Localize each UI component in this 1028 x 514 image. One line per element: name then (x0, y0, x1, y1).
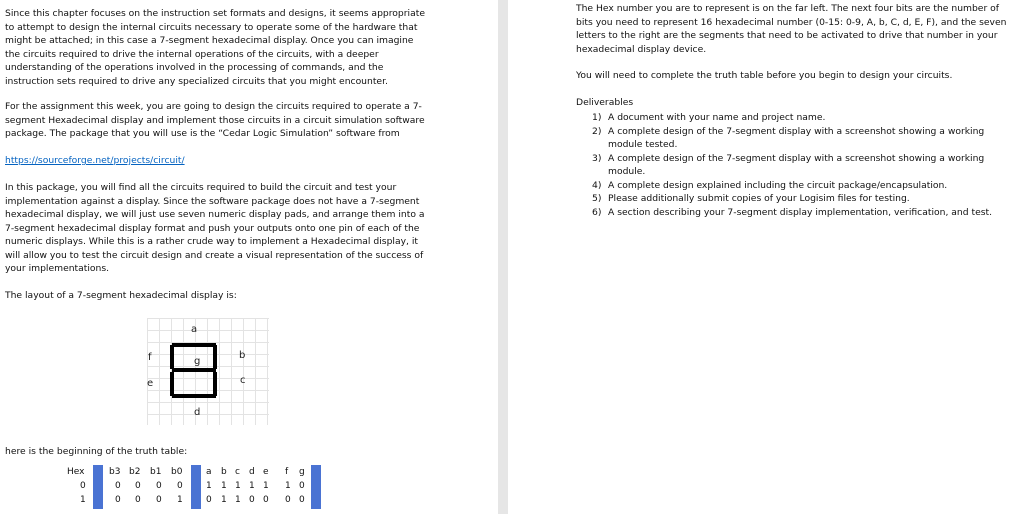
list-item: 5) Please additionally submit copies of your Logisim files for testing. (592, 193, 910, 204)
segment-e (170, 372, 174, 396)
table-cell: 1 (263, 481, 269, 491)
segment-c (213, 372, 217, 396)
intro-paragraph: Since this chapter focuses on the instruction set formats and designs, it seems appropriate to attempt to design the internal circuits necessary to operate some of the hardware that might be attached; in this case a 7-segment hexadecimal display. Once you can imagine the circuits required to drive the internal operations of the circuits, with a deeper understanding of the operations involved in the processing of commands, and the instruction sets required to drive any specialized circuits that you might encounter. (5, 8, 425, 87)
list-item: 1) A document with your name and project name. (592, 112, 826, 123)
sourceforge-link[interactable]: https://sourceforge.net/projects/circuit/ (5, 155, 185, 166)
segment-label-d: d (194, 407, 201, 418)
table-cell: 1 (249, 481, 255, 491)
table-cell: 1 (235, 481, 241, 491)
th-e: e (263, 467, 269, 477)
table-cell: 0 (299, 495, 305, 505)
th-f: f (285, 467, 289, 477)
table-cell: 0 (115, 481, 121, 491)
segment-label-g: g (194, 356, 201, 367)
table-cell: 0 (156, 495, 162, 505)
segment-label-b: b (239, 350, 246, 361)
table-cell: 1 (221, 481, 227, 491)
truth-table-instruction: You will need to complete the truth table before you begin to design your circuits. (576, 70, 953, 81)
list-item: 6) A section describing your 7-segment display implementation, verification, and test. (592, 206, 993, 218)
table-cell: 1 (80, 495, 86, 505)
th-b1: b1 (150, 467, 162, 477)
table-cell: 0 (285, 495, 291, 505)
table-cell: 0 (115, 495, 121, 505)
table-cell: 1 (206, 481, 212, 491)
table-cell: 0 (263, 495, 269, 505)
layout-caption: The layout of a 7-segment hexadecimal display is: (5, 290, 237, 301)
seven-segment-figure (147, 318, 269, 425)
th-c: c (235, 467, 240, 477)
table-cell: 1 (235, 495, 241, 505)
document-page-right (508, 0, 1028, 514)
segment-b (213, 345, 217, 369)
deliverables-heading: Deliverables (576, 97, 634, 108)
truth-table-caption: here is the beginning of the truth table: (5, 446, 188, 457)
table-cell: 0 (80, 481, 86, 491)
th-d: d (249, 467, 255, 477)
segment-a (172, 343, 216, 347)
page-gap (498, 0, 508, 514)
segment-label-e: e (147, 378, 154, 389)
table-cell: 0 (135, 495, 141, 505)
assignment-paragraph: For the assignment this week, you are going to design the circuits required to operate a 7-segment Hexadecimal display and implement those circuits in a circuit simulation software package. The package that you will use is the “Cedar Logic Simulation” software from (5, 101, 425, 139)
table-cell: 0 (299, 481, 305, 491)
list-item: 3) A complete design of the 7-segment display with a screenshot showing a working module. (592, 152, 985, 177)
table-cell: 0 (249, 495, 255, 505)
segment-label-a: a (191, 324, 198, 335)
package-paragraph: In this package, you will find all the circuits required to build the circuit and test your implementation against a display. Since the software package does not have a 7-segment hexadecimal display, we will just use seven numeric display pads, and arrange them into a 7-segment hexadecimal display format and push your outputs onto one pin of each of the numeric displays. While this is a rather crude way to implement a Hexadecimal display, it will allow you to test the circuit design and create a visual representation of the success of your implementations. (5, 182, 425, 274)
th-hex: Hex (67, 467, 85, 477)
th-b2: b2 (129, 467, 141, 477)
segment-g (172, 368, 216, 372)
segment-f (170, 345, 174, 369)
hex-explanation-paragraph: The Hex number you are to represent is on the far left. The next four bits are the number of bits you need to represent 16 hexadecimal number (0-15: 0-9, A, b, C, d, E, F), and the seven letters to the right are the segments that need to be activated to drive that number in your hexadecimal display device. (576, 3, 1007, 55)
th-b0: b0 (171, 467, 183, 477)
segment-label-c: c (240, 375, 246, 386)
table-cell: 0 (156, 481, 162, 491)
sourceforge-link-paragraph (5, 154, 430, 168)
table-cell: 1 (285, 481, 291, 491)
deliverables-list (576, 111, 1016, 219)
table-cell: 1 (221, 495, 227, 505)
truth-table (0, 466, 498, 510)
table-cell: 0 (177, 481, 183, 491)
table-cell: 0 (135, 481, 141, 491)
list-item: 2) A complete design of the 7-segment display with a screenshot showing a working module tested. (592, 125, 985, 150)
table-cell: 0 (206, 495, 212, 505)
th-g: g (299, 467, 305, 477)
segment-d (172, 394, 216, 398)
segment-label-f: f (148, 352, 152, 363)
list-item: 4) A complete design explained including the circuit package/encapsulation. (592, 179, 948, 191)
th-b: b (221, 467, 227, 477)
table-cell: 1 (177, 495, 183, 505)
th-b3: b3 (109, 467, 121, 477)
document-page-left (0, 0, 498, 514)
th-a: a (206, 467, 212, 477)
